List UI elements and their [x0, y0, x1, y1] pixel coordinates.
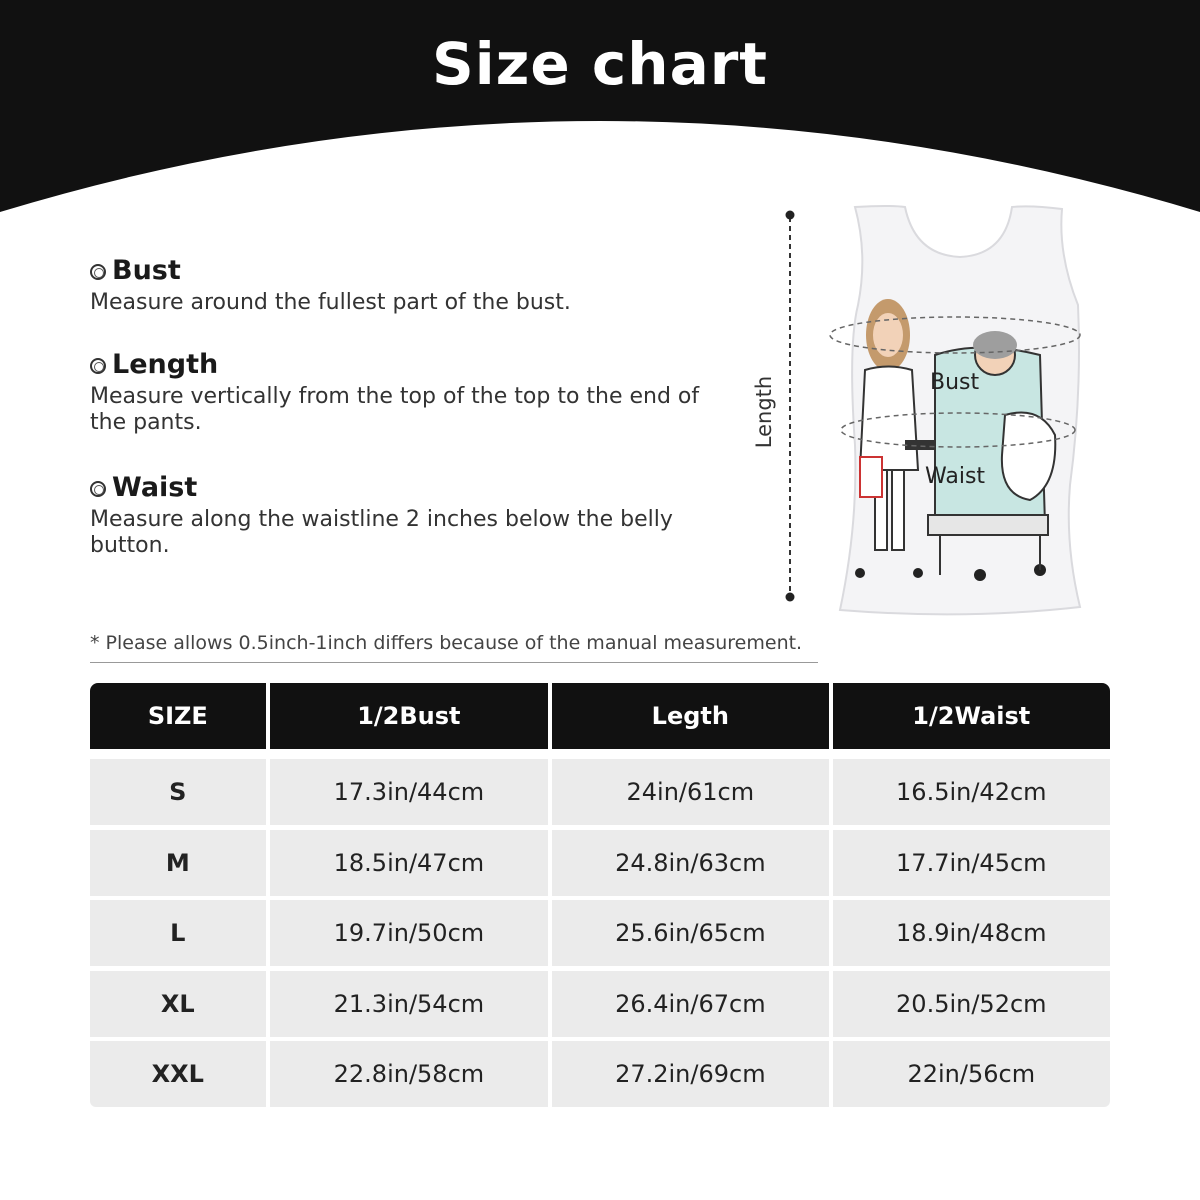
- size-cell: S: [90, 759, 266, 825]
- table-row: [90, 900, 1110, 966]
- measure-description: [90, 384, 730, 436]
- header-cell-length: Legth: [552, 683, 828, 749]
- waist-cell: 22in/56cm: [833, 1041, 1110, 1107]
- length-endpoint-bottom: [786, 593, 795, 602]
- length-cell: 24in/61cm: [552, 759, 828, 825]
- waist-label: Waist: [925, 464, 986, 489]
- measure-description: [90, 507, 730, 559]
- bust-cell: 17.3in/44cm: [270, 759, 548, 825]
- length-cell: 25.6in/65cm: [552, 900, 828, 966]
- measure-description: Measure around the fullest part of the bust.: [90, 290, 571, 315]
- size-cell: XL: [90, 971, 266, 1037]
- size-cell: M: [90, 830, 266, 896]
- description-line: Measure vertically from the top of the top to the end of: [90, 384, 700, 409]
- waist-cell: 17.7in/45cm: [833, 830, 1110, 896]
- description-line: the pants.: [90, 410, 202, 435]
- header-cell-waist: 1/2Waist: [833, 683, 1110, 749]
- table-row: [90, 830, 1110, 896]
- table-header-row: [90, 683, 1110, 749]
- size-cell: L: [90, 900, 266, 966]
- measure-waist: [90, 472, 730, 559]
- size-table: [90, 683, 1110, 1107]
- waist-cell: 16.5in/42cm: [833, 759, 1110, 825]
- description-line: Measure along the waistline 2 inches below the belly: [90, 507, 673, 532]
- table-row: [90, 971, 1110, 1037]
- size-cell: XXL: [90, 1041, 266, 1107]
- circle-bullet-icon: [90, 481, 106, 497]
- measure-title: Bust: [112, 255, 181, 286]
- header-cell-size: SIZE: [90, 683, 266, 749]
- measurement-note: * Please allows 0.5inch-1inch differs because of the manual measurement.: [90, 632, 818, 663]
- bust-cell: 18.5in/47cm: [270, 830, 548, 896]
- measure-length: [90, 349, 730, 436]
- length-endpoint-top: [786, 211, 795, 220]
- circle-bullet-icon: [90, 358, 106, 374]
- waist-cell: 18.9in/48cm: [833, 900, 1110, 966]
- tank-top-diagram: [740, 195, 1100, 625]
- bust-cell: 21.3in/54cm: [270, 971, 548, 1037]
- header-cell-bust: 1/2Bust: [270, 683, 548, 749]
- table-row: [90, 1041, 1110, 1107]
- length-cell: 26.4in/67cm: [552, 971, 828, 1037]
- waist-cell: 20.5in/52cm: [833, 971, 1110, 1037]
- page-title: Size chart: [431, 30, 769, 98]
- length-label: Length: [752, 375, 777, 449]
- measure-title: Waist: [112, 472, 198, 503]
- bust-label: Bust: [930, 370, 980, 395]
- length-cell: 24.8in/63cm: [552, 830, 828, 896]
- table-row: [90, 759, 1110, 825]
- bust-cell: 19.7in/50cm: [270, 900, 548, 966]
- circle-bullet-icon: [90, 264, 106, 280]
- measure-bust: [90, 255, 730, 316]
- measure-title: Length: [112, 349, 219, 380]
- description-line: button.: [90, 533, 170, 558]
- header-banner: [0, 0, 1200, 220]
- length-cell: 27.2in/69cm: [552, 1041, 828, 1107]
- bust-cell: 22.8in/58cm: [270, 1041, 548, 1107]
